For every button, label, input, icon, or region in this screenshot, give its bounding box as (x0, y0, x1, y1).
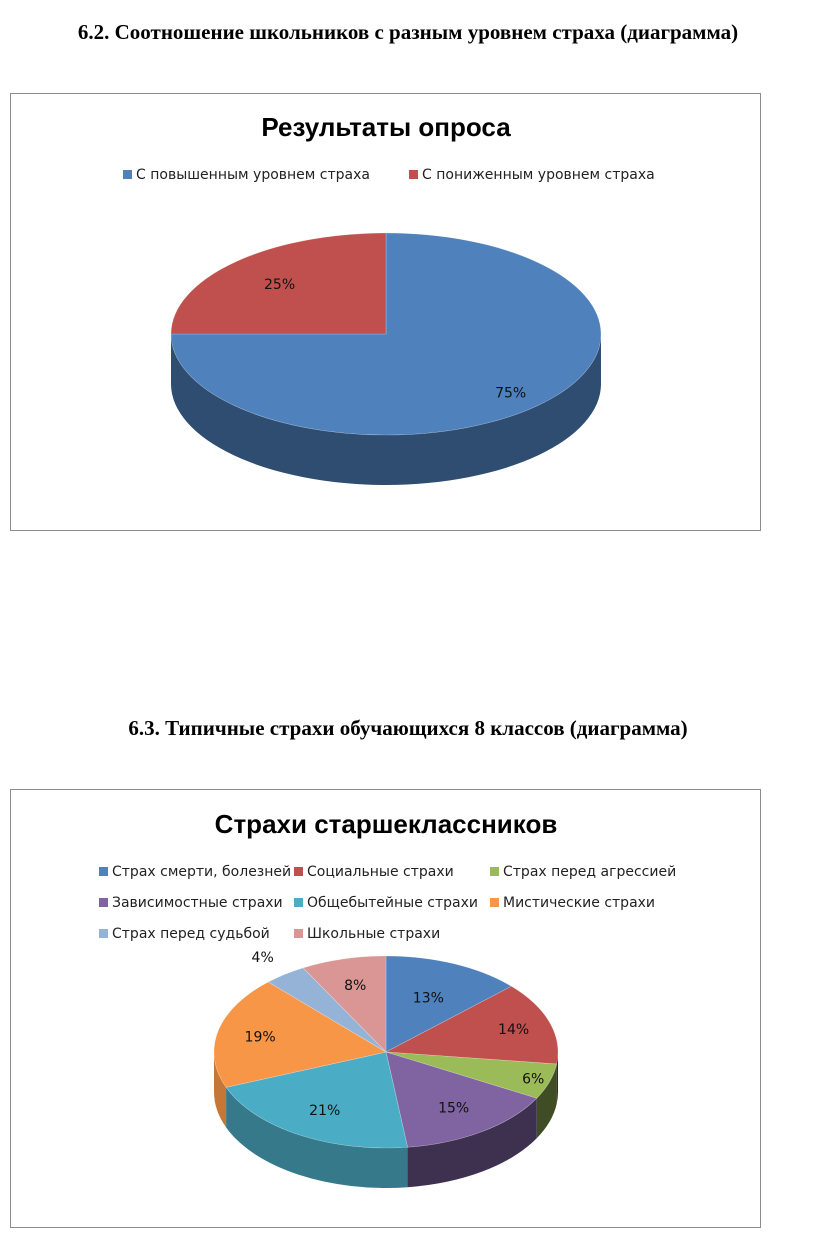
data-label: 4% (251, 950, 274, 967)
legend-swatch (294, 867, 303, 876)
legend-swatch (294, 898, 303, 907)
chart-legend (123, 167, 655, 183)
legend-swatch (99, 898, 108, 907)
legend-item-7 (99, 926, 270, 942)
chart-survey-results (10, 93, 761, 531)
legend-item-3 (490, 864, 676, 880)
legend-label: Социальные страхи (307, 864, 454, 880)
legend-label: С повышенным уровнем страха (136, 167, 370, 183)
data-label: 75% (495, 385, 527, 402)
chart-senior-fears (10, 789, 761, 1228)
legend-item-2 (294, 864, 454, 880)
legend-item-1 (99, 864, 291, 880)
data-label: 19% (244, 1029, 276, 1046)
legend-label: Страх смерти, болезней (112, 864, 292, 880)
legend-swatch (99, 929, 108, 938)
chart-title: Результаты опроса (261, 112, 511, 142)
data-label: 14% (498, 1021, 530, 1038)
legend-label: Общебытейные страхи (307, 895, 478, 911)
data-label: 15% (438, 1100, 470, 1117)
legend-item-1 (123, 167, 370, 183)
legend-item-2 (409, 167, 655, 183)
legend-swatch (99, 867, 108, 876)
legend-swatch (123, 170, 132, 179)
pie-top-faces (171, 233, 601, 435)
chart-legend (99, 864, 676, 942)
chart-title: Страхи старшеклассников (214, 809, 558, 839)
legend-swatch (490, 898, 499, 907)
legend-swatch (409, 170, 418, 179)
legend-item-4 (99, 895, 283, 911)
legend-label: Страх перед судьбой (112, 926, 270, 942)
legend-item-6 (490, 895, 655, 911)
legend-swatch (294, 929, 303, 938)
pie-plot (171, 233, 601, 485)
legend-label: Страх перед агрессией (503, 864, 677, 880)
legend-label: Зависимостные страхи (112, 895, 283, 911)
section-heading-typical-fears: 6.3. Типичные страхи обучающихся 8 классов (диаграмма) (128, 716, 688, 740)
survey-pie-svg (11, 94, 760, 530)
data-label: 13% (412, 990, 444, 1007)
legend-swatch (490, 867, 499, 876)
legend-item-8 (294, 926, 440, 942)
data-label: 8% (344, 978, 367, 995)
fears-pie-svg (11, 790, 760, 1227)
section-heading-ratio: 6.2. Соотношение школьников с разным уровнем страха (диаграмма) (77, 20, 739, 44)
legend-label: С пониженным уровнем страха (422, 167, 655, 183)
pie-top-faces (214, 956, 558, 1148)
legend-item-5 (294, 895, 478, 911)
pie-plot (214, 950, 558, 1188)
data-label: 25% (264, 277, 296, 294)
legend-label: Школьные страхи (307, 926, 441, 942)
legend-label: Мистические страхи (503, 895, 656, 911)
data-label: 21% (309, 1102, 341, 1119)
data-label: 6% (522, 1071, 545, 1088)
